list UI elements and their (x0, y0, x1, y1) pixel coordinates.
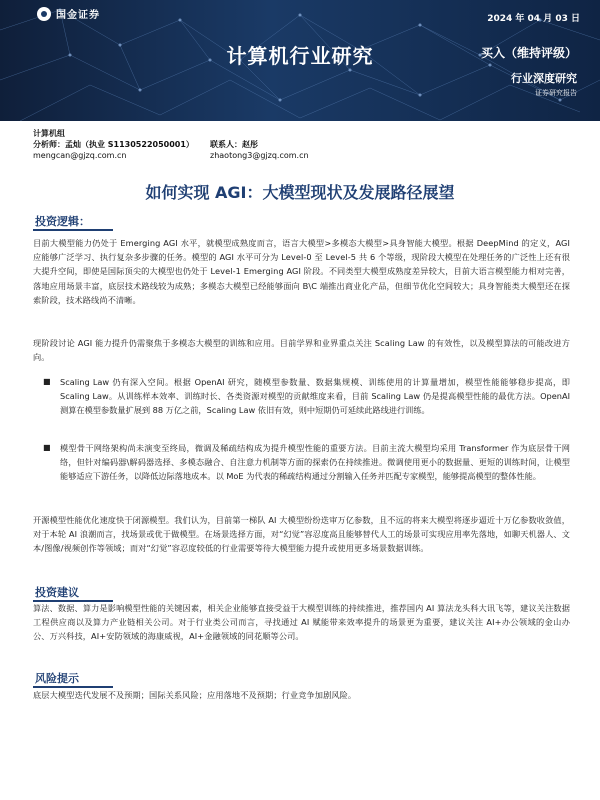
bullet-marker: ■ (43, 443, 51, 452)
logo-icon (37, 7, 51, 21)
report-type: 行业深度研究 (511, 72, 577, 85)
logic-paragraph-1: 目前大模型能力仍处于 Emerging AGI 水平，就模型成熟度而言，语言大模型>多模态大模型>具身智能大模型。根据 DeepMind 的定义，AGI 应能够广泛学习、执行复杂多步骤的任务。模型的 AGI 水平可分为 Level-0 至 Level-5 共 6 个等级，现阶段大模型在处理任务的广泛性上还有很大提升空间，即使是国际顶尖的大模型也仍处于 Level-1 Emerging AGI 阶段。不同类型大模型成熟度差异较大，目前大语言模型能力相对完善，落地应用场景丰富，底层技术路线较为成熟；多模态大模型已经能够面向 B\C 端推出商业化产品，但细节优化空间较大；具身智能类大模型还在探索阶段，技术路线尚不清晰。 (33, 238, 570, 305)
report-category: 证券研究报告 (535, 89, 577, 97)
logic-bullet-1: Scaling Law 仍有深入空间。根据 OpenAI 研究，随模型参数量、数据集规模、训练使用的计算量增加，模型性能能够稳步提高，即 Scaling Law。从训练样本效率、训练时长、各类资源对模型的贡献维度来看，目前 Scaling Law 仍是提高模型性能的最优方法。OpenAI 测算在模型参数量扩展到 88 万亿之前，Scaling Law 依旧有效，则中短期仍可延续此路线进行训练。 (60, 377, 570, 416)
report-header-banner (0, 0, 600, 121)
section-heading-advice: 投资建议 (35, 586, 79, 599)
advice-paragraph: 算法、数据、算力是影响模型性能的关键因素，相关企业能够直接受益于大模型训练的持续推进，推荐国内 AI 算法龙头科大讯飞等，建议关注数据工程供应商以及算力产业链相关公司。对于行业类公司而言，寻找通过 AI 赋能带来效率提升的场景更为重要，建议关注 AI+办公领域的金山办公、万兴科技，AI+安防领域的海康威视，AI+金融领域的同花顺等公司。 (33, 603, 570, 642)
company-logo (37, 6, 100, 21)
logic-paragraph-3: 开源模型性能优化速度快于闭源模型。我们认为，目前第一梯队 AI 大模型纷纷迭审万亿参数，且不远的将来大模型将逐步逼近十万亿参数收敛值，对于本轮 AI 浪潮而言，找场景或优于做模型。在场景选择方面，对“幻觉”容忍度高且能够替代人工的场景可实现应用率先落地，如聊天机器人、文本/图像/视频创作等领域；而对“幻觉”容忍度较低的行业需要等待大模型能力提升或使用更多场景数据训练。 (33, 515, 570, 554)
logic-bullet-2: 模型骨干网络架构尚未演变至终局，微调及稀疏结构成为提升模型性能的重要方法。目前主流大模型均采用 Transformer 作为底层骨干网络，但针对编码器\解码器选择、多模态融合、自注意力机制等方面的探索仍在持续推进。微调使用更小的数据量、更短的训练时间，让模型能够适应下游任务，以降低边际落地成本。以 MoE 为代表的稀疏结构通过分割输入任务并匹配专家模型，能够提高模型的整体性能。 (60, 443, 570, 482)
contact-email: zhaotong3@gjzq.com.cn (210, 151, 309, 160)
logic-paragraph-2: 现阶段讨论 AGI 能力提升仍需聚焦于多模态大模型的训练和应用。目前学界和业界重点关注 Scaling Law 的有效性，以及模型算法的可能改进方向。 (33, 338, 570, 363)
contact-info: 联系人：赵彤 (210, 140, 258, 149)
team-name: 计算机组 (33, 129, 65, 138)
contact-block (210, 139, 309, 161)
risk-paragraph: 底层大模型迭代发展不及预期；国际关系风险；应用落地不及预期；行业竞争加剧风险。 (33, 690, 357, 700)
document-title: 如何实现 AGI：大模型现状及发展路径展望 (145, 183, 455, 202)
analyst-email: mengcan@gjzq.com.cn (33, 151, 127, 160)
logo-text: 国金证券 (56, 10, 100, 21)
analyst-info: 分析师：孟灿（执业 S1130522050001） (33, 140, 194, 149)
section-heading-logic: 投资逻辑： (35, 215, 90, 228)
rating-label: 买入（维持评级） (480, 46, 577, 60)
industry-title: 计算机行业研究 (226, 44, 374, 68)
author-block (33, 128, 194, 161)
report-date: 2024 年 04 月 03 日 (487, 14, 580, 24)
section-heading-risk: 风险提示 (35, 672, 79, 685)
bullet-marker: ■ (43, 377, 51, 386)
